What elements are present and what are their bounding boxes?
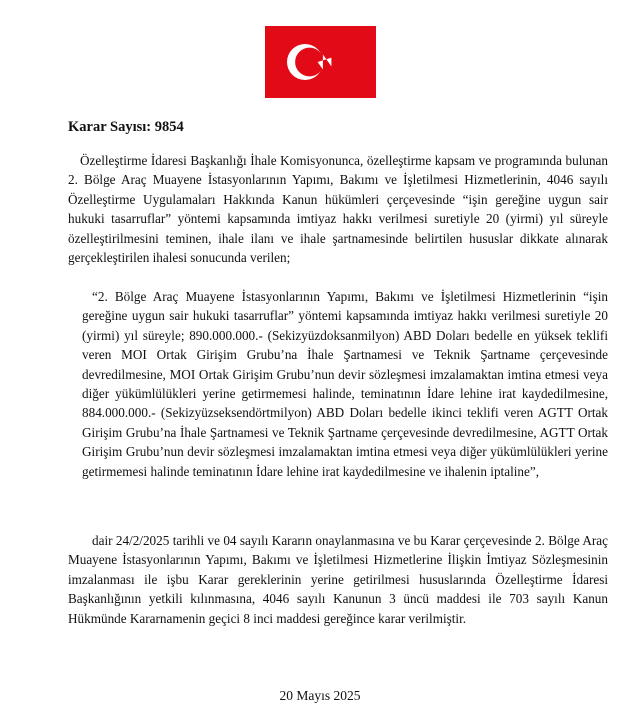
decision-number: Karar Sayısı: 9854 — [68, 119, 184, 135]
document-date: 20 Mayıs 2025 — [279, 688, 361, 703]
paragraph-approval: dair 24/2/2025 tarihli ve 04 sayılı Kararın onaylanmasına ve bu Karar çerçevesinde 2. Bölge Araç Muayene İstasyonlarının Yapımı, Bakımı ve İşletilmesi Hizmetlerine İlişkin İmtiyaz Sözleşmesinin imzalanması ile işbu Karar gereklerinin yerine getirilmesi hususlarında Özelleştirme İdaresi Başkanlığının yetkili kılınmasına, 4046 sayılı Kanunun 3 üncü maddesi ile 703 sayılı Kanun Hükmünde Kararnamenin geçici 8 inci maddesi gereğince karar verilmiştir. — [68, 533, 608, 626]
paragraph-quoted-decision: “2. Bölge Araç Muayene İstasyonlarının Yapımı, Bakımı ve İşletilmesi Hizmetlerinin “işin gereğine uygun sair hukuki tasarruflar” yöntemi kapsamında imtiyaz hakkı verilmesi suretiyle 20 (yirmi) yıl süreyle; 890.000.000.- (Sekizyüzdoksanmilyon) ABD Doları bedelle en yüksek teklifi veren MOI Ortak Girişim Grubu’na İhale Şartnamesi ve Teknik Şartname çerçevesinde devredilmesine, MOI Ortak Girişim Grubu’nun devir sözleşmesi imzalamaktan imtina etmesi veya diğer yükümlülükleri yerine getirmemesi halinde, teminatının İdare lehine irat kaydedilmesine, 884.000.000.- (Sekizyüzseksendörtmilyon) ABD Doları bedelle ikinci teklifi veren AGTT Ortak Girişim Grubu’na İhale Şartnamesi ve Teknik Şartname çerçevesinde devredilmesine, AGTT Ortak Girişim Grubu’nun devir sözleşmesi imzalamaktan imtina etmesi veya diğer yükümlülükleri yerine getirmemesi halinde teminatının İdare lehine irat kaydedilmesine ve ihalenin iptaline”, — [82, 289, 608, 479]
paragraph-intro: Özelleştirme İdaresi Başkanlığı İhale Komisyonunca, özelleştirme kapsam ve programında bulunan 2. Bölge Araç Muayene İstasyonlarının Yapımı, Bakımı ve İşletilmesi Hizmetlerinin, 4046 sayılı Özelleştirme Uygulamaları Hakkında Kanun hükümleri çerçevesinde “işin gereğine uygun sair hukuki tasarruflar” yöntemi kapsamında imtiyaz hakkı verilmesi suretiyle 20 (yirmi) yıl süreyle özelleştirilmesini teminen, ihale ilanı ve ihale şartnamesinde belirtilen hususlar dikkate alınarak gerçekleştirilen ihalesi sonucunda verilen; — [68, 153, 608, 266]
turkish-flag-icon — [265, 26, 376, 98]
